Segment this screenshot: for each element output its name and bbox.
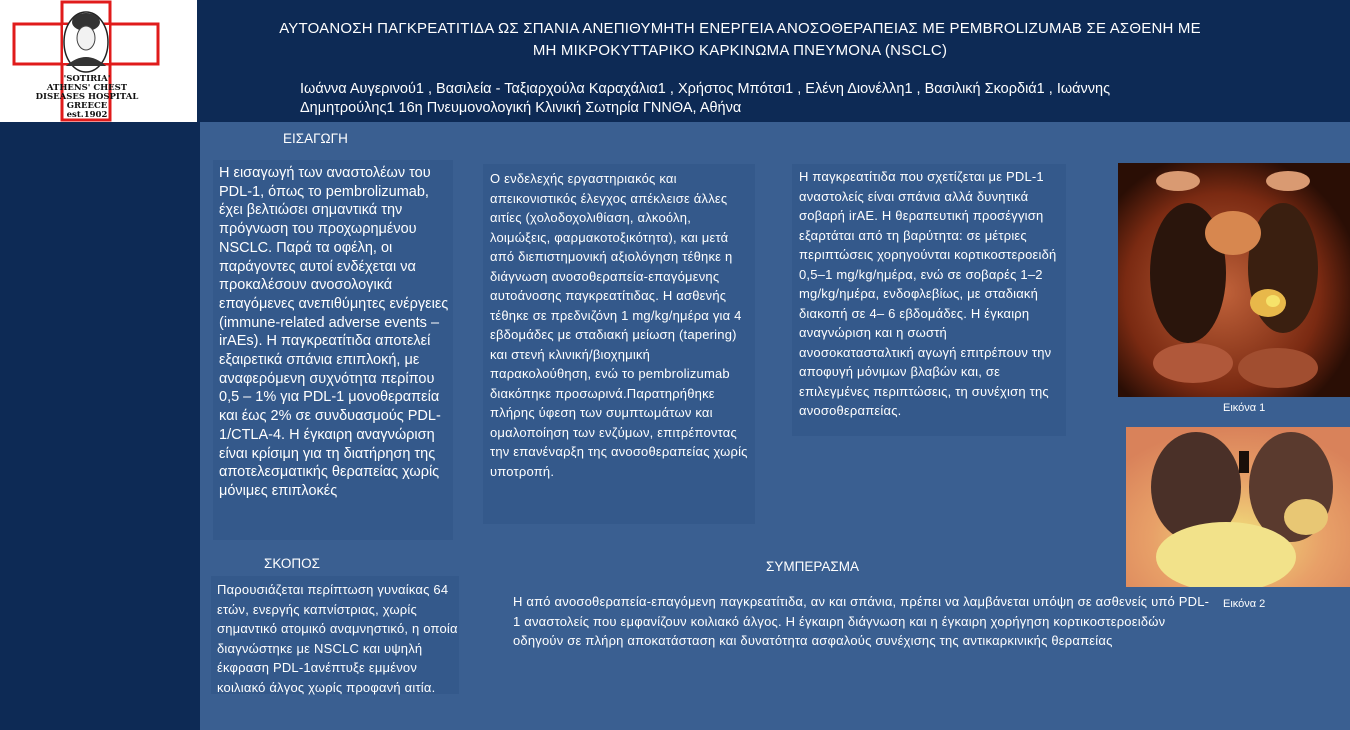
case-text: Ο ενδελεχής εργαστηριακός και απεικονιστικός έλεγχος απέκλεισε άλλες αιτίες (χολοδοχολιθίαση, αλκοόλη, λοιμώξεις, φαρμακοτοξικότητα), και μετά από διεπιστημονική αξιολόγηση τέθηκε η διάγνωση ανοσοθεραπεία-επαγόμενης αυτοάνοσης παγκρεατίτιδας. Η ασθενής τέθηκε σε πρεδνιζόνη 1 mg/kg/ημέρα για 4 εβδομάδες με σταδιακή μείωση (tapering) και στενή κλινική/βιοχημική παρακολούθηση, ενώ το pembrolizumab διακόπηκε προσωρινά.Παρατηρήθηκε πλήρης ύφεση των συμπτωμάτων και ομαλοποίηση των ενζύμων, επιτρέποντας την επανέναρξη της ανοσοθεραπείας χωρίς υποτροπή. (490, 171, 748, 479)
logo-line: DISEASES HOSPITAL (35, 92, 139, 102)
logo-line: 'SOTIRIA' (63, 74, 111, 84)
discussion-text: Η παγκρεατίτιδα που σχετίζεται με PDL-1 αναστολείς είναι σπάνια αλλά δυνητικά σοβαρή irAE. Η θεραπευτική προσέγγιση εξαρτάται από τη βαρύτητα: σε μέτριες περιπτώσεις χορηγούνται κορτικοστεροειδή 0,5–1 mg/kg/ημέρα, ενώ σε σοβαρές 1–2 mg/kg/ημέρα, ενδοφλεβίως, με σταδιακή διακοπή σε 4– 6 εβδομάδες. Η έγκαιρη αναγνώριση και η σωστή ανοσοκατασταλτική αγωγή επιτρέπουν την αποφυγή μόνιμων βλαβών και, σε επιλεγμένες περιπτώσεις, τη συνέχιση της ανοσοθεραπείας. (799, 169, 1057, 418)
poster-title: ΑΥΤΟΑΝΟΣΗ ΠΑΓΚΡΕΑΤΙΤΙΔΑ ΩΣ ΣΠΑΝΙΑ ΑΝΕΠΙΘΥΜΗΤΗ ΕΝΕΡΓΕΙΑ ΑΝΟΣΟΘΕΡΑΠΕΙΑΣ ΜΕ PEMBROLIZUMAB ΣΕ ΑΣΘΕΝΗ ΜΕ ΜΗ ΜΙΚΡΟΚΥΤΤΑΡΙΚΟ ΚΑΡΚΙΝΩΜΑ ΠΝΕΥΜΟΝΑ (NSCLC) (279, 20, 1201, 59)
authors-line: Ιωάννα Αυγερινού1 , Βασιλεία - Ταξιαρχούλα Καραχάλια1 , Χρήστος Μπότσι1 , Ελένη Διονέλλη1 , Βασιλική Σκορδιά1 , Ιωάννης Δημητρούλης1 16η Πνευμονολογική Κλινική Σωτηρία ΓΝΝΘΑ, Αθήνα (300, 81, 1111, 116)
figure-2-image (1126, 427, 1350, 587)
conclusion-heading: ΣΥΜΠΕΡΑΣΜΑ (766, 559, 859, 574)
hospital-logo (0, 0, 197, 122)
logo-line: GREECE (66, 101, 108, 111)
figure-2-caption: Εικόνα 2 (1223, 598, 1266, 610)
left-sidebar (0, 122, 197, 730)
aim-text: Παρουσιάζεται περίπτωση γυναίκας 64 ετών, ενεργής καπνίστριας, χωρίς σημαντικό ατομικό αναμνηστικό, η οποία διαγνώστηκε με NSCLC και υψηλή έκφραση PDL-1ανέπτυξε εμμένον κοιλιακό άλγος χωρίς προφανή αιτία. (217, 582, 458, 695)
intro-text: Η εισαγωγή των αναστολέων του PDL-1, όπως το pembrolizumab, έχει βελτιώσει σημαντικά την πρόγνωση του προχωρημένου NSCLC. Παρά τα οφέλη, οι παράγοντες αυτοί ενδέχεται να προκαλέσουν ανοσολογικά επαγόμενες ανεπιθύμητες ενέργειες (immune-related adverse events – irAEs). Η παγκρεατίτιδα αποτελεί εξαιρετικά σπάνια επιπλοκή, με αναφερόμενη συχνότητα περίπου 0,5 – 1% για PDL-1 μονοθεραπεία και έως 2% σε συνδυασμούς PDL-1/CTLA-4. Η έγκαιρη αναγνώριση είναι κρίσιμη για τη διατήρηση της αποτελεσματικής θεραπείας χωρίς μόνιμες επιπλοκές (219, 165, 449, 499)
conclusion-text: Η από ανοσοθεραπεία-επαγόμενη παγκρεατίτιδα, αν και σπάνια, πρέπει να λαμβάνεται υπόψη σε ασθενείς υπό PDL-1 αναστολείς που εμφανίζουν κοιλιακό άλγος. Η έγκαιρη διάγνωση και η έγκαιρη χορήγηση κορτικοστεροειδών οδηγούν σε πλήρη αποκατάσταση και δυνατότητα ασφαλούς συνέχισης της αντικαρκινικής θεραπείας (513, 594, 1210, 648)
figure-1-caption: Εικόνα 1 (1223, 402, 1266, 414)
aim-heading: ΣΚΟΠΟΣ (264, 556, 321, 571)
figure-1-image (1118, 163, 1350, 397)
logo-line: est.1902 (66, 110, 108, 120)
intro-heading: ΕΙΣΑΓΩΓΗ (283, 131, 348, 146)
logo-line: ATHENS' CHEST (46, 83, 128, 93)
